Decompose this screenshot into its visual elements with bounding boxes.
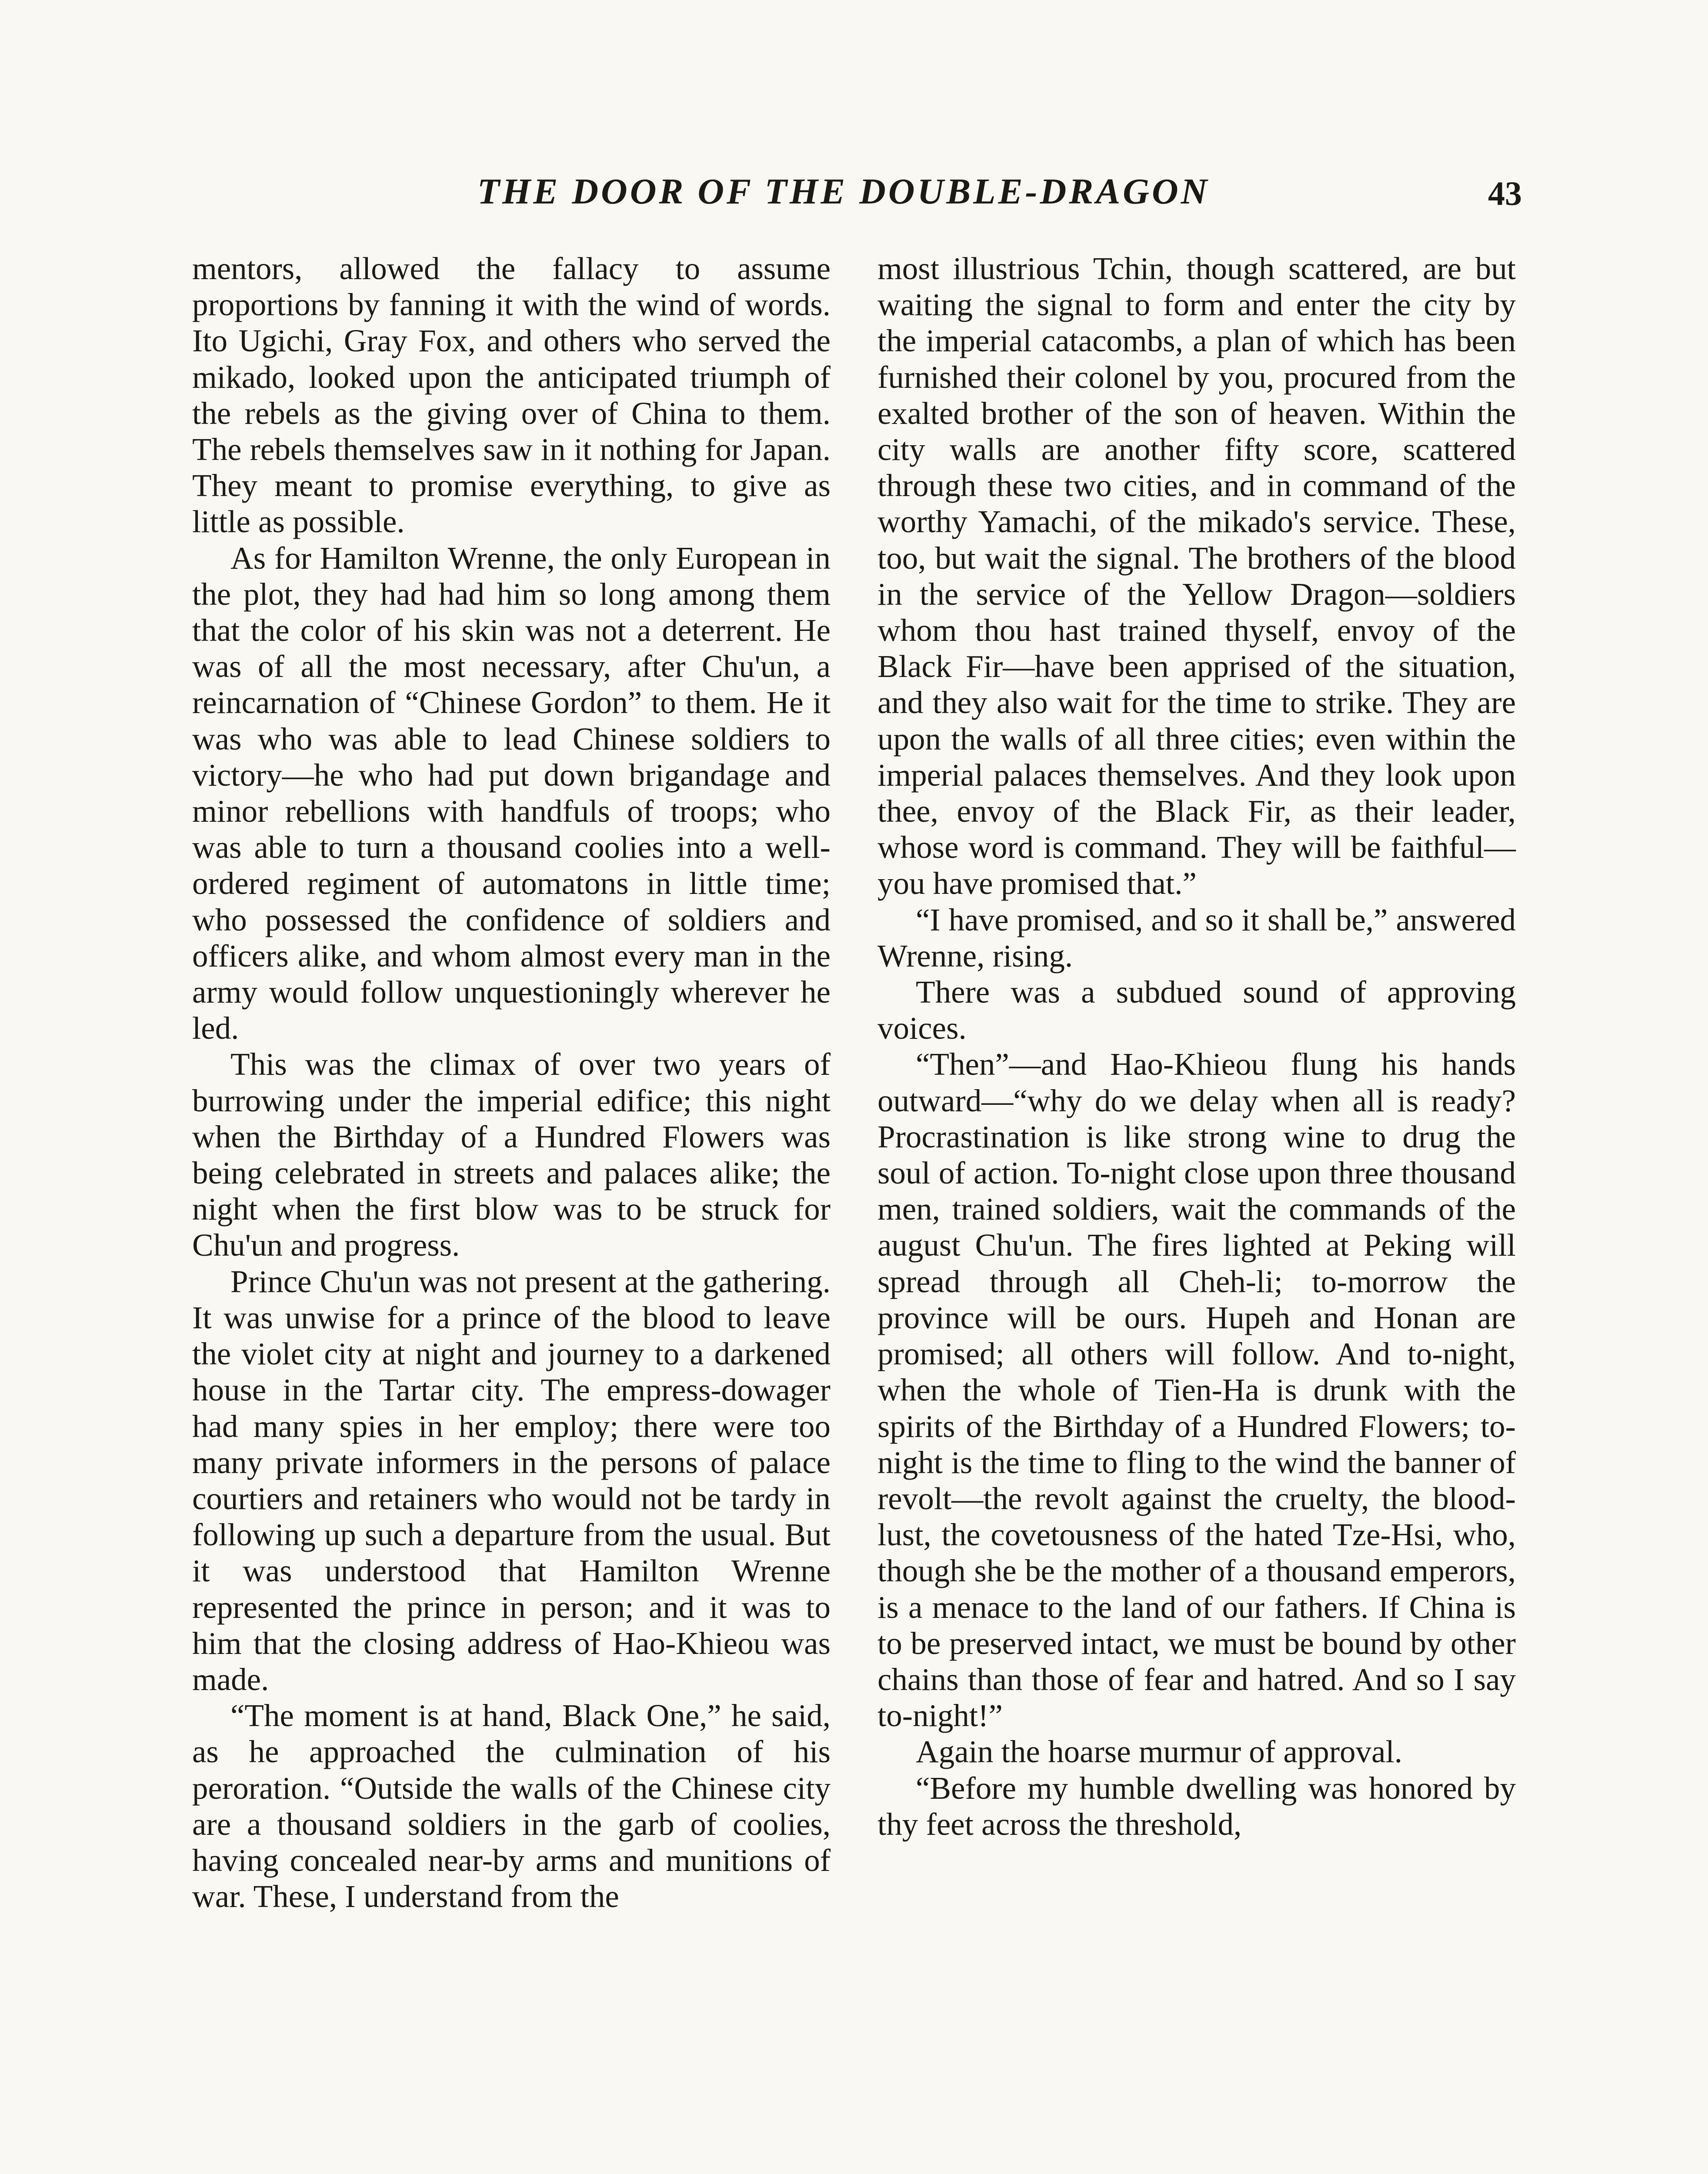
paragraph: There was a subdued sound of approving voices. [877,974,1516,1046]
running-title: THE DOOR OF THE DOUBLE-DRAGON [477,171,1210,212]
left-column [192,250,831,1914]
paragraph: As for Hamilton Wrenne, the only European in the plot, they had had him so long among them that the color of his skin was not a deterrent. He was of all the most necessary, after Chu'un, a reincarnation of “Chinese Gordon” to them. He it was who was able to lead Chinese soldiers to victory—he who had put down brigandage and minor rebellions with handfuls of troops; who was able to turn a thousand coolies into a well-ordered regiment of automatons in little time; who possessed the confidence of soldiers and officers alike, and whom almost every man in the army would follow unquestioningly wherever he led. [192,540,831,1046]
paragraph: This was the climax of over two years of burrowing under the imperial edifice; this night when the Birthday of a Hundred Flowers was being celebrated in streets and palaces alike; the night when the first blow was to be struck for Chu'un and progress. [192,1047,831,1263]
paragraph: “The moment is at hand, Black One,” he said, as he approached the culmination of his peroration. “Outside the walls of the Chinese city are a thousand soldiers in the garb of coolies, having concealed near-by arms and munitions of war. These, I understand from the [192,1698,831,1914]
page-number: 43 [1488,174,1522,212]
paragraph: mentors, allowed the fallacy to assume proportions by fanning it with the wind of words. Ito Ugichi, Gray Fox, and others who served the mikado, looked upon the anticipated triumph of the rebels as the giving over of China to them. The rebels themselves saw in it nothing for Japan. They meant to promise everything, to give as little as possible. [192,251,831,540]
paragraph: Prince Chu'un was not present at the gathering. It was unwise for a prince of the blood to leave the violet city at night and journey to a darkened house in the Tartar city. The empress-dowager had many spies in her employ; there were too many private informers in the persons of palace courtiers and retainers who would not be tardy in following up such a departure from the usual. But it was understood that Hamilton Wrenne represented the prince in person; and it was to him that the closing address of Hao-Khieou was made. [192,1264,831,1697]
paragraph: “I have promised, and so it shall be,” answered Wrenne, rising. [877,902,1516,974]
paragraph: “Before my humble dwelling was honored by thy feet across the threshold, [877,1770,1516,1842]
paragraph: most illustrious Tchin, though scattered, are but waiting the signal to form and enter the city by the imperial catacombs, a plan of which has been furnished their colonel by you, procured from the exalted brother of the son of heaven. Within the city walls are another fifty score, scattered through these two cities, and in command of the worthy Yamachi, of the mikado's service. These, too, but wait the signal. The brothers of the blood in the service of the Yellow Dragon—soldiers whom thou hast trained thyself, envoy of the Black Fir—have been apprised of the situation, and they also wait for the time to strike. They are upon the walls of all three cities; even within the imperial palaces themselves. And they look upon thee, envoy of the Black Fir, as their leader, whose word is command. They will be faithful—you have promised that.” [877,251,1516,901]
paragraph: Again the hoarse murmur of approval. [916,1734,1402,1770]
page-header [187,170,1522,223]
right-column [877,250,1516,1842]
paragraph: “Then”—and Hao-Khieou flung his hands outward—“why do we delay when all is ready? Procrastination is like strong wine to drug the soul of action. To-night close upon three thousand men, trained soldiers, wait the commands of the august Chu'un. The fires lighted at Peking will spread through all Cheh-li; to-morrow the province will be ours. Hupeh and Honan are promised; all others will follow. And to-night, when the whole of Tien-Ha is drunk with the spirits of the Birthday of a Hundred Flowers; to-night is the time to fling to the wind the banner of revolt—the revolt against the cruelty, the blood-lust, the covetousness of the hated Tze-Hsi, who, though she be the mother of a thousand emperors, is a menace to the land of our fathers. If China is to be preserved intact, we must be bound by other chains than those of fear and hatred. And so I say to-night!” [877,1047,1516,1734]
